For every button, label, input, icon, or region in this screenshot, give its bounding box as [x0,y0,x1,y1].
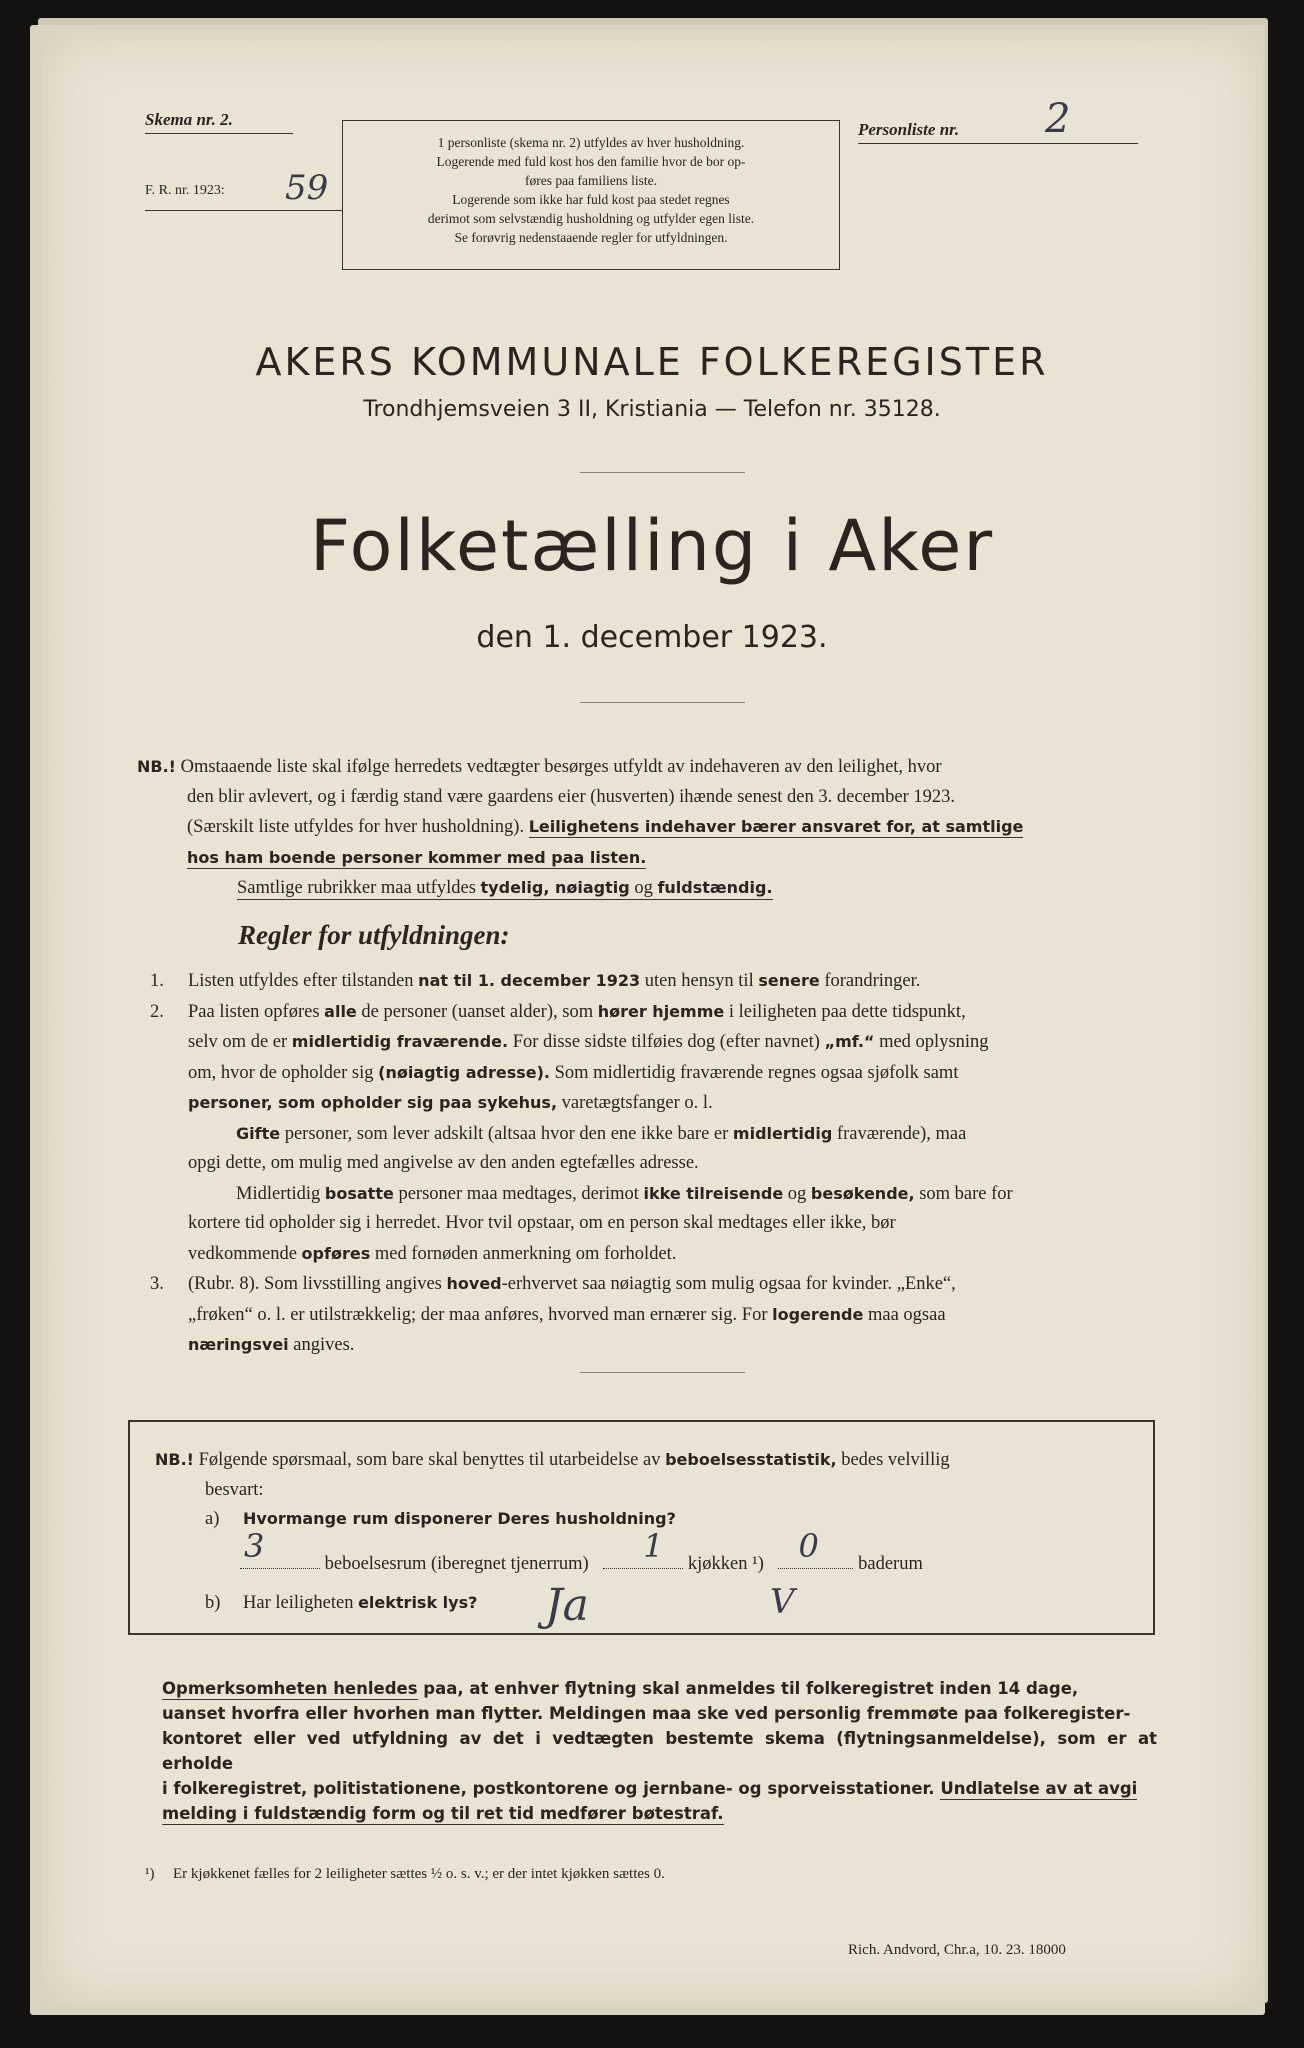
rules-block: 1. Listen utfyldes efter tilstanden nat til 1. december 1923 uten hensyn til senere forandringer. 2. Paa listen opføres alle de personer (uanset alder), som hører hjemme i leiligheten paa dette tidspunkt, selv om de er midlertidig fraværende. For disse sidste tilføies dog (efter navnet) „mf.“ med oplysning om, hvor de opholder sig (nøiagtig adresse). Som midlertidig fraværende regnes ogsaa sjøfolk samt personer, som opholder sig paa sykehus, varetægtsfanger o. l. Gifte personer, som lever adskilt (altsaa hvor den ene ikke bare er midlertidig fraværende), maa opgi dette, om mulig med angivelse av den anden egtefælles adresse. Midlertidig bosatte personer maa medtages, derimot ikke tilreisende og besøkende, som bare for kortere tid opholder sig i herredet. Hvor tvil opstaar, om en person skal medtages eller ikke, bør vedkommende opføres med fornøden anmerkning om forholdet. 3. (Rubr. 8). Som livsstilling angives hoved-erhvervet saa nøiagtig som mulig ogsaa for kvinder. „Enke“, „frøken“ o. l. er utilstrækkelig; der maa anføres, hvorved man ernærer sig. For logerende maa ogsaa næringsvei angives. [150,966,1155,1361]
nb1-line1: Omstaaende liste skal ifølge herredets vedtægter besørges utfyldt av indehaveren av den leilighet, hvor [180,757,942,777]
rule1-num: 1. [150,971,164,991]
skema-label: Skema nr. 2. [145,110,233,129]
footnote: ¹) Er kjøkkenet fælles for 2 leiligheter sættes ½ o. s. v.; er der intet kjøkken sættes 0. [145,1866,665,1882]
separator-1 [580,472,745,473]
fr-underline [145,210,342,211]
personliste-value: 2 [1045,96,1071,142]
rooms-value: 3 [244,1527,265,1565]
nb1-line2: den blir avlevert, og i færdig stand være gaardens eier (husverten) ihænde senest den 3. december 1923. [187,786,956,807]
kitchen-label: kjøkken ¹) [687,1554,764,1574]
personliste-label: Personliste nr. [858,120,960,139]
box-line-1: 1 personliste (skema nr. 2) utfyldes av hver husholdning. [437,135,745,150]
moving-notice: Opmerksomheten henledes paa, at enhver flytning skal anmeldes til folkeregistret inden 14 dage, uanset hvorfra eller hvorhen man flytter. Meldingen maa ske ved personlig fremmøte paa folkeregister- kontoret eller ved utfyldning av det i vedtægten bestemte skema (flytningsanmeldelse), som er at erholde i folkeregistret, politistationene, postkontorene og jernbane- og sporveisstationer. Undlatelse av at avgi melding i fuldstændig form og til ret tid medfører bøtestraf. [162,1679,1157,1823]
nb2-marker: NB.! [155,1450,194,1469]
nb2-block: NB.! Følgende spørsmaal, som bare skal benyttes til utarbeidelse av beboelsesstatistik, bedes velvillig besvart: [155,1450,950,1500]
rule3-num: 3. [150,1274,164,1294]
nb1-marker: NB.! [137,757,176,776]
nb1-line5c: og [634,878,653,898]
personliste-underline [858,143,1138,144]
box-line-6: Se forøvrig nedenstaaende regler for utfyldningen. [454,230,728,245]
nb1-line5b: tydelig, nøiagtig [480,878,630,897]
separator-2 [580,702,745,703]
census-date: den 1. december 1923. [476,620,828,655]
fr-label: F. R. nr. 1923: [145,183,225,198]
rules-title: Regler for utfyldningen: [238,920,510,950]
main-title: Folketælling i Aker [309,505,995,587]
nb1-line3b: Leilighetens indehaver bærer ansvaret for, at samtlige [528,817,1024,836]
nb1-line5a: Samtlige rubrikker maa utfyldes [237,878,476,898]
question-a: a) Hvormange rum disponerer Deres husholdning? [205,1509,676,1529]
box-line-3: føres paa familiens liste. [525,173,657,188]
nb1-line5d: fuldstændig. [657,878,773,897]
org-address: Trondhjemsveien 3 II, Kristiania — Telefon nr. 35128. [363,397,941,422]
box-line-5: derimot som selvstændig husholdning og utfylder egen liste. [427,211,755,226]
separator-3 [580,1372,745,1373]
box-line-4: Logerende som ikke har fuld kost paa stedet regnes [452,192,730,207]
bath-value: 0 [798,1527,819,1565]
nb1-block [137,752,1157,904]
rooms-label: beboelsesrum (iberegnet tjenerrum) [324,1554,589,1574]
rooms-row [240,1527,1140,1580]
electric-check: V [770,1582,795,1622]
fr-value: 59 [285,168,329,208]
question-b: b) Har leiligheten elektrisk lys? [205,1593,478,1613]
nb1-line3a: (Særskilt liste utfyldes for hver husholdning). [187,817,525,837]
rule2-num: 2. [150,1001,164,1022]
nb1-line4: hos ham boende personer kommer med paa listen. [187,847,647,867]
box-line-2: Logerende med fuld kost hos den familie hvor de bor op- [436,154,746,169]
kitchen-value: 1 [643,1527,664,1565]
printer-imprint: Rich. Andvord, Chr.a, 10. 23. 18000 [848,1942,1066,1958]
org-title: AKERS KOMMUNALE FOLKEREGISTER [255,340,1049,384]
electric-answer: Ja [545,1580,589,1631]
household-info-box [342,120,840,270]
skema-underline [145,133,293,134]
bath-label: baderum [858,1554,923,1574]
